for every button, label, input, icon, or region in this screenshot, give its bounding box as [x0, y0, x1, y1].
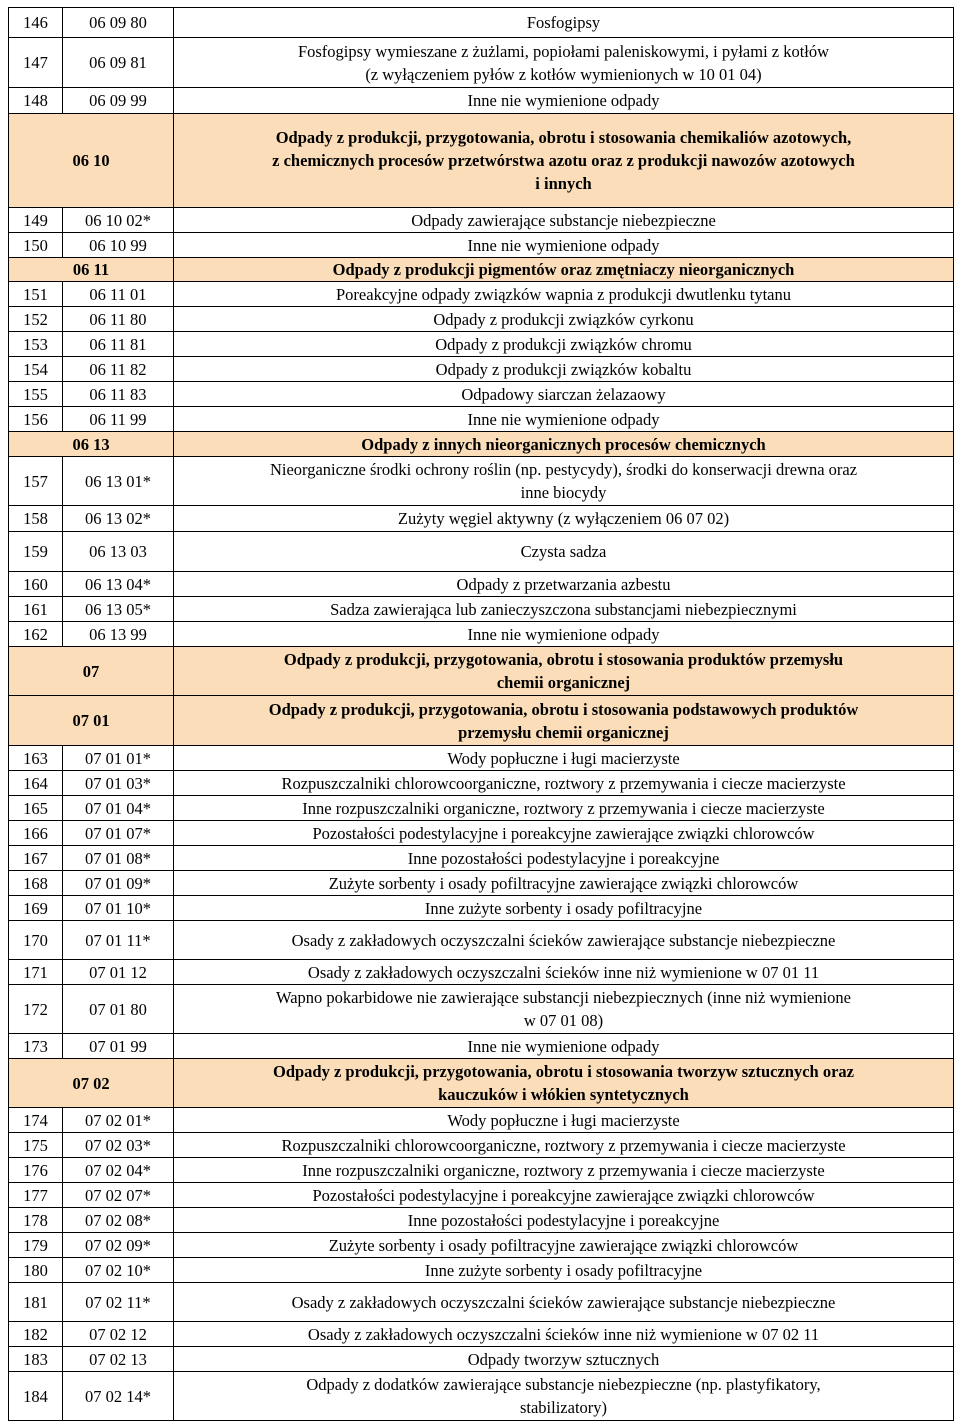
- waste-description: Osady z zakładowych oczyszczalni ścieków inne niż wymienione w 07 01 11: [174, 960, 954, 985]
- table-row: [9, 1108, 954, 1133]
- waste-code: 07 02 12: [63, 1322, 174, 1347]
- row-number: 161: [9, 597, 63, 622]
- row-number: 168: [9, 871, 63, 896]
- waste-code: 07 02 11*: [63, 1283, 174, 1322]
- waste-description: Inne nie wymienione odpady: [174, 407, 954, 432]
- table-row: [9, 821, 954, 846]
- row-number: 157: [9, 457, 63, 506]
- table-body: [9, 8, 954, 1421]
- table-row: [9, 38, 954, 88]
- table-row: [9, 1233, 954, 1258]
- group-header-row: [9, 647, 954, 696]
- row-number: 181: [9, 1283, 63, 1322]
- waste-description: Odpady zawierające substancje niebezpieczne: [174, 208, 954, 233]
- waste-code: 07 01 09*: [63, 871, 174, 896]
- row-number: 148: [9, 88, 63, 114]
- table-row: [9, 88, 954, 114]
- group-code: 07 02: [9, 1059, 174, 1108]
- row-number: 167: [9, 846, 63, 871]
- waste-description: Inne nie wymienione odpady: [174, 622, 954, 647]
- waste-code: 06 13 05*: [63, 597, 174, 622]
- waste-description: Rozpuszczalniki chlorowcoorganiczne, roztwory z przemywania i ciecze macierzyste: [174, 1133, 954, 1158]
- table-row: [9, 382, 954, 407]
- waste-description: Inne pozostałości podestylacyjne i poreakcyjne: [174, 846, 954, 871]
- group-description: Odpady z produkcji, przygotowania, obrotu i stosowania chemikaliów azotowych, z chemicznych procesów przetwórstwa azotu oraz z produkcji nawozów azotowych i innych: [174, 114, 954, 208]
- table-row: [9, 407, 954, 432]
- table-row: [9, 796, 954, 821]
- row-number: 154: [9, 357, 63, 382]
- waste-description: Pozostałości podestylacyjne i poreakcyjne zawierające związki chlorowców: [174, 1183, 954, 1208]
- group-code: 06 11: [9, 258, 174, 282]
- table-row: [9, 307, 954, 332]
- table-row: [9, 1258, 954, 1283]
- waste-code: 06 13 99: [63, 622, 174, 647]
- table-row: [9, 1283, 954, 1322]
- table-row: [9, 1372, 954, 1421]
- table-row: [9, 1208, 954, 1233]
- waste-description: Odpady z produkcji związków cyrkonu: [174, 307, 954, 332]
- waste-description: Inne rozpuszczalniki organiczne, roztwory z przemywania i ciecze macierzyste: [174, 1158, 954, 1183]
- waste-description: Odpady z dodatków zawierające substancje niebezpieczne (np. plastyfikatory, stabilizatory): [174, 1372, 954, 1421]
- waste-code: 07 02 01*: [63, 1108, 174, 1133]
- waste-code: 06 10 02*: [63, 208, 174, 233]
- waste-code: 06 13 04*: [63, 572, 174, 597]
- table-row: [9, 985, 954, 1034]
- waste-code: 06 13 03: [63, 532, 174, 572]
- waste-code: 07 02 10*: [63, 1258, 174, 1283]
- table-row: [9, 597, 954, 622]
- waste-description: Wapno pokarbidowe nie zawierające substancji niebezpiecznych (inne niż wymienione w 07 01 08): [174, 985, 954, 1034]
- row-number: 164: [9, 771, 63, 796]
- row-number: 166: [9, 821, 63, 846]
- row-number: 177: [9, 1183, 63, 1208]
- waste-code: 06 13 01*: [63, 457, 174, 506]
- waste-code: 07 02 04*: [63, 1158, 174, 1183]
- waste-description: Fosfogipsy: [174, 8, 954, 38]
- table-row: [9, 1183, 954, 1208]
- table-row: [9, 208, 954, 233]
- waste-description: Zużyte sorbenty i osady pofiltracyjne zawierające związki chlorowców: [174, 1233, 954, 1258]
- table-row: [9, 746, 954, 771]
- waste-code: 07 01 01*: [63, 746, 174, 771]
- group-header-row: [9, 258, 954, 282]
- row-number: 150: [9, 233, 63, 258]
- waste-code: 07 02 09*: [63, 1233, 174, 1258]
- waste-description: Inne nie wymienione odpady: [174, 88, 954, 114]
- waste-description: Inne zużyte sorbenty i osady pofiltracyjne: [174, 1258, 954, 1283]
- row-number: 178: [9, 1208, 63, 1233]
- table-row: [9, 896, 954, 921]
- group-header-row: [9, 432, 954, 457]
- group-code: 06 13: [9, 432, 174, 457]
- waste-description: Osady z zakładowych oczyszczalni ścieków inne niż wymienione w 07 02 11: [174, 1322, 954, 1347]
- waste-code: 06 11 83: [63, 382, 174, 407]
- waste-code: 07 01 07*: [63, 821, 174, 846]
- group-code: 07: [9, 647, 174, 696]
- waste-code: 06 10 99: [63, 233, 174, 258]
- row-number: 174: [9, 1108, 63, 1133]
- waste-description: Odpadowy siarczan żelazaowy: [174, 382, 954, 407]
- row-number: 146: [9, 8, 63, 38]
- table-row: [9, 532, 954, 572]
- row-number: 183: [9, 1347, 63, 1372]
- waste-code: 07 02 14*: [63, 1372, 174, 1421]
- waste-code: 06 13 02*: [63, 506, 174, 532]
- waste-code: 06 11 81: [63, 332, 174, 357]
- row-number: 160: [9, 572, 63, 597]
- group-code: 07 01: [9, 696, 174, 746]
- row-number: 153: [9, 332, 63, 357]
- row-number: 171: [9, 960, 63, 985]
- waste-code: 07 01 11*: [63, 921, 174, 960]
- waste-code: 06 11 01: [63, 282, 174, 307]
- waste-code: 06 11 82: [63, 357, 174, 382]
- table-row: [9, 457, 954, 506]
- row-number: 182: [9, 1322, 63, 1347]
- row-number: 175: [9, 1133, 63, 1158]
- row-number: 184: [9, 1372, 63, 1421]
- group-header-row: [9, 114, 954, 208]
- waste-description: Inne nie wymienione odpady: [174, 233, 954, 258]
- table-row: [9, 1347, 954, 1372]
- waste-description: Osady z zakładowych oczyszczalni ścieków zawierające substancje niebezpieczne: [174, 1283, 954, 1322]
- table-row: [9, 1133, 954, 1158]
- row-number: 170: [9, 921, 63, 960]
- waste-description: Osady z zakładowych oczyszczalni ścieków zawierające substancje niebezpieczne: [174, 921, 954, 960]
- waste-code: 07 02 03*: [63, 1133, 174, 1158]
- row-number: 176: [9, 1158, 63, 1183]
- waste-code: 06 09 81: [63, 38, 174, 88]
- group-code: 06 10: [9, 114, 174, 208]
- group-description: Odpady z produkcji, przygotowania, obrotu i stosowania podstawowych produktów przemysłu chemii organicznej: [174, 696, 954, 746]
- row-number: 149: [9, 208, 63, 233]
- waste-description: Zużyte sorbenty i osady pofiltracyjne zawierające związki chlorowców: [174, 871, 954, 896]
- waste-code: 06 11 99: [63, 407, 174, 432]
- table-row: [9, 8, 954, 38]
- row-number: 163: [9, 746, 63, 771]
- waste-code: 07 01 80: [63, 985, 174, 1034]
- waste-code: 07 01 04*: [63, 796, 174, 821]
- table-row: [9, 282, 954, 307]
- waste-code: 07 02 13: [63, 1347, 174, 1372]
- table-row: [9, 846, 954, 871]
- document-page: [8, 7, 954, 1421]
- group-description: Odpady z innych nieorganicznych procesów chemicznych: [174, 432, 954, 457]
- waste-description: Odpady z przetwarzania azbestu: [174, 572, 954, 597]
- table-row: [9, 1322, 954, 1347]
- table-row: [9, 921, 954, 960]
- waste-code: 07 01 99: [63, 1034, 174, 1059]
- waste-description: Inne rozpuszczalniki organiczne, roztwory z przemywania i ciecze macierzyste: [174, 796, 954, 821]
- waste-description: Wody popłuczne i ługi macierzyste: [174, 746, 954, 771]
- waste-description: Rozpuszczalniki chlorowcoorganiczne, roztwory z przemywania i ciecze macierzyste: [174, 771, 954, 796]
- waste-code: 07 02 07*: [63, 1183, 174, 1208]
- waste-description: Zużyty węgiel aktywny (z wyłączeniem 06 07 02): [174, 506, 954, 532]
- table-row: [9, 1158, 954, 1183]
- waste-description: Inne pozostałości podestylacyjne i poreakcyjne: [174, 1208, 954, 1233]
- waste-description: Odpady z produkcji związków kobaltu: [174, 357, 954, 382]
- row-number: 152: [9, 307, 63, 332]
- waste-code: 06 09 99: [63, 88, 174, 114]
- table-row: [9, 1034, 954, 1059]
- group-header-row: [9, 1059, 954, 1108]
- waste-code: 07 02 08*: [63, 1208, 174, 1233]
- row-number: 147: [9, 38, 63, 88]
- table-row: [9, 572, 954, 597]
- waste-description: Nieorganiczne środki ochrony roślin (np. pestycydy), środki do konserwacji drewna oraz inne biocydy: [174, 457, 954, 506]
- waste-description: Wody popłuczne i ługi macierzyste: [174, 1108, 954, 1133]
- row-number: 165: [9, 796, 63, 821]
- waste-description: Odpady z produkcji związków chromu: [174, 332, 954, 357]
- row-number: 169: [9, 896, 63, 921]
- waste-code: 06 09 80: [63, 8, 174, 38]
- waste-description: Czysta sadza: [174, 532, 954, 572]
- waste-code: 07 01 03*: [63, 771, 174, 796]
- table-row: [9, 357, 954, 382]
- table-row: [9, 871, 954, 896]
- row-number: 158: [9, 506, 63, 532]
- waste-code-table: [8, 7, 954, 1421]
- waste-description: Inne nie wymienione odpady: [174, 1034, 954, 1059]
- table-row: [9, 622, 954, 647]
- waste-description: Inne zużyte sorbenty i osady pofiltracyjne: [174, 896, 954, 921]
- waste-description: Poreakcyjne odpady związków wapnia z produkcji dwutlenku tytanu: [174, 282, 954, 307]
- waste-description: Pozostałości podestylacyjne i poreakcyjne zawierające związki chlorowców: [174, 821, 954, 846]
- waste-code: 07 01 08*: [63, 846, 174, 871]
- row-number: 180: [9, 1258, 63, 1283]
- waste-description: Fosfogipsy wymieszane z żużlami, popiołami paleniskowymi, i pyłami z kotłów (z wyłączeniem pyłów z kotłów wymienionych w 10 01 04): [174, 38, 954, 88]
- row-number: 162: [9, 622, 63, 647]
- waste-code: 07 01 12: [63, 960, 174, 985]
- group-description: Odpady z produkcji, przygotowania, obrotu i stosowania tworzyw sztucznych oraz kauczuków i włókien syntetycznych: [174, 1059, 954, 1108]
- waste-description: Odpady tworzyw sztucznych: [174, 1347, 954, 1372]
- group-description: Odpady z produkcji, przygotowania, obrotu i stosowania produktów przemysłu chemii organicznej: [174, 647, 954, 696]
- waste-code: 07 01 10*: [63, 896, 174, 921]
- group-description: Odpady z produkcji pigmentów oraz zmętniaczy nieorganicznych: [174, 258, 954, 282]
- waste-description: Sadza zawierająca lub zanieczyszczona substancjami niebezpiecznymi: [174, 597, 954, 622]
- table-row: [9, 233, 954, 258]
- row-number: 179: [9, 1233, 63, 1258]
- table-row: [9, 960, 954, 985]
- row-number: 155: [9, 382, 63, 407]
- row-number: 151: [9, 282, 63, 307]
- table-row: [9, 506, 954, 532]
- group-header-row: [9, 696, 954, 746]
- table-row: [9, 332, 954, 357]
- table-row: [9, 771, 954, 796]
- row-number: 172: [9, 985, 63, 1034]
- row-number: 159: [9, 532, 63, 572]
- row-number: 173: [9, 1034, 63, 1059]
- waste-code: 06 11 80: [63, 307, 174, 332]
- row-number: 156: [9, 407, 63, 432]
